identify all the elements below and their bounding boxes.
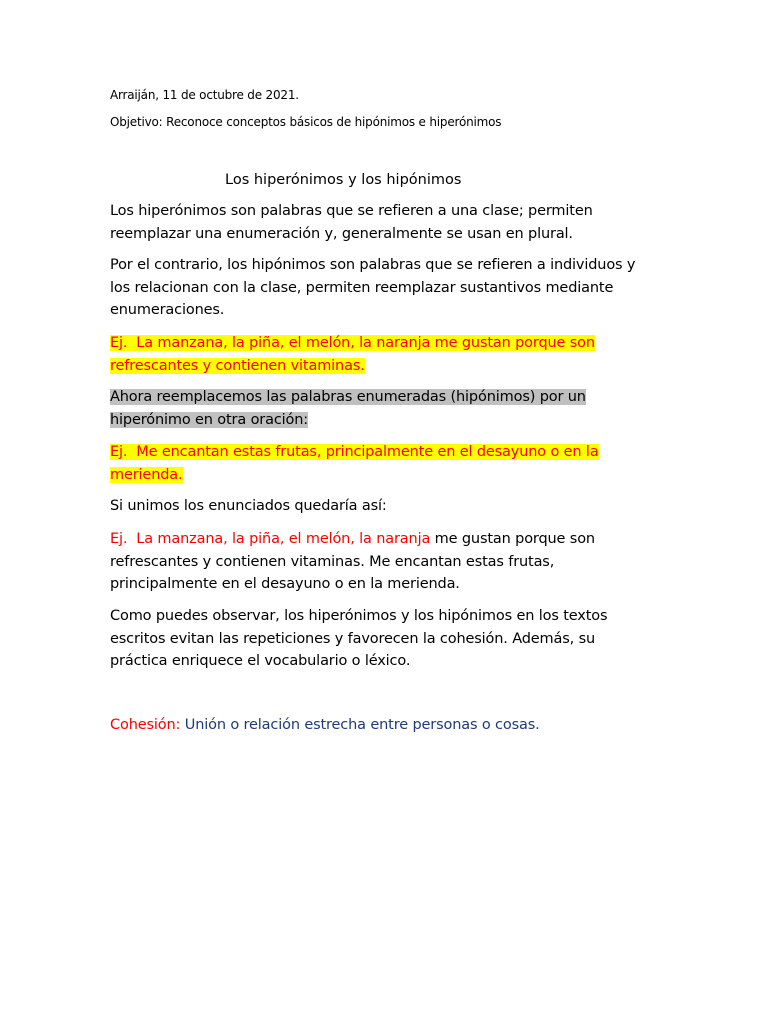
definition [110,714,670,737]
paragraph-line: Como puedes observar, los hiperónimos y los hipónimos en los textos [110,608,608,624]
paragraph-line: práctica enriquece el vocabulario o léxico. [110,653,411,669]
example-3-black-part: me gustan porque son [430,531,595,547]
example-3-line: refrescantes y contienen vitaminas. Me encantan estas frutas, [110,553,555,570]
place-date: Arraiján, 11 de octubre de 2021. [110,88,299,102]
example-3-line: principalmente en el desayuno o en la merienda. [110,576,460,592]
paragraph-hiponimos [110,254,670,322]
example-3-red-part: Ej. La manzana, la piña, el melón, la naranja [110,531,431,547]
example-3 [110,528,670,596]
example-2-line: merienda. [110,466,183,483]
paragraph-line: reemplazar una enumeración y, generalmente se usan en plural. [110,225,573,242]
paragraph-hiperonimos [110,200,670,245]
instruction-line: Ahora reemplacemos las palabras enumeradas (hipónimos) por un [110,389,586,405]
example-1-line: Ej. La manzana, la piña, el melón, la naranja me gustan porque son [110,335,595,351]
objective-text: Reconoce conceptos básicos de hipónimos e hiperónimos [162,115,502,129]
objective-line [110,115,501,130]
instruction-line: hiperónimo en otra oración: [110,411,309,428]
definition-term: Cohesión: [110,717,181,733]
paragraph-line: enumeraciones. [110,302,225,318]
example-2-line: Ej. Me encantan estas frutas, principalmente en el desayuno o en la [110,444,599,460]
paragraph-line: escritos evitan las repeticiones y favorecen la cohesión. Además, su [110,630,596,647]
union-intro: Si unimos los enunciados quedaría así: [110,498,387,514]
example-1-line: refrescantes y contienen vitaminas. [110,357,365,374]
instruction-paragraph [110,386,670,431]
objective-label: Objetivo: [110,115,163,129]
paragraph-line: los relacionan con la clase, permiten reemplazar sustantivos mediante [110,279,614,296]
paragraph-line: Por el contrario, los hipónimos son palabras que se refieren a individuos y [110,257,636,273]
paragraph-conclusion [110,605,670,673]
paragraph-line: Los hiperónimos son palabras que se refieren a una clase; permiten [110,203,593,219]
example-2 [110,441,670,486]
document-title: Los hiperónimos y los hipónimos [225,172,462,188]
definition-text: Unión o relación estrecha entre personas o cosas. [180,717,540,733]
example-1 [110,332,670,377]
